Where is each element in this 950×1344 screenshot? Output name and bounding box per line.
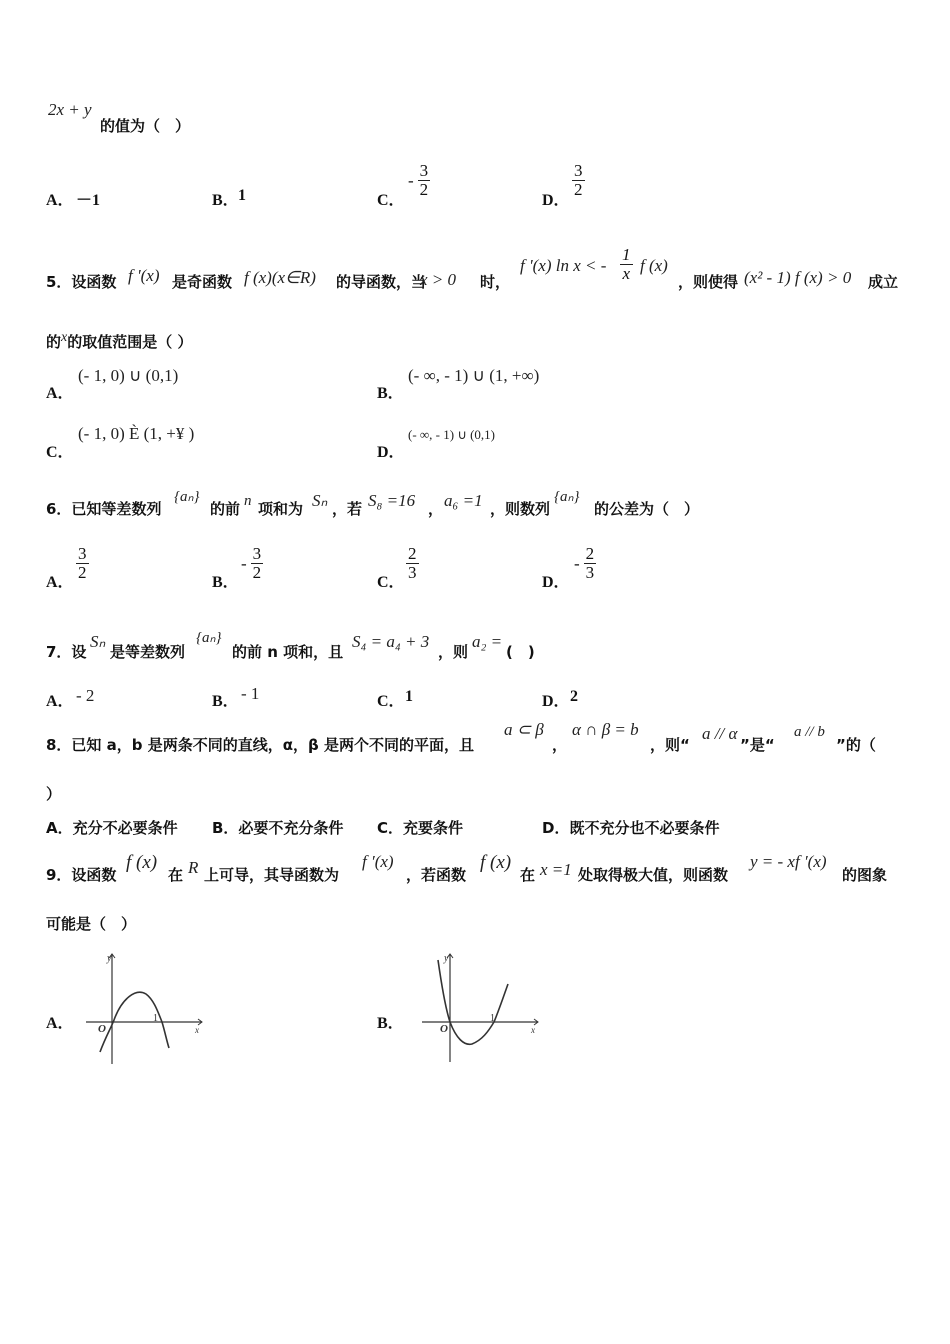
graph-b-tick-1: 1 [490,1013,495,1024]
q5-option-b-label[interactable]: B． [377,385,404,402]
q8-option-b[interactable]: B．必要不充分条件 [212,819,344,837]
q9-stem: 9．设函数 f (x) 在 R 上可导，其导函数为 f ′(x) ，若函数 f (x) 在 x =1 处取得极大值，则函数 y = - xf ′(x) 的图象 [46,852,888,884]
graph-a-origin: O [98,1023,106,1035]
q9-graph-b[interactable] [414,948,544,1068]
q9-graph-a[interactable] [78,948,208,1068]
q5-stem-line1: 5．设函数 f '(x) 是奇函数 f (x)(x∈R) 的导函数，当 x > 0 时， f '(x) ln x < - $\frac{1}{x}$ f (x) ，则使得 (x² - 1) f (x) > 0 成立 [46,245,899,291]
q6-option-a-value: $\frac{3}{2}$ [78,544,87,582]
q7-option-d-value: 2 [570,688,578,705]
q4-option-a-value: －1 [76,192,101,209]
q4-option-b-value: 1 [238,187,246,204]
graph-a-y-label: y [107,953,112,964]
q4-expression: 2x + y [48,100,92,119]
q9-option-b-label[interactable]: B． [377,1015,404,1032]
graph-a-tick-1: 1 [153,1013,158,1024]
q7-stem: 7．设 Sₙ 是等差数列 {aₙ} 的前 n 项和，且 S₄ = a₄ + 3 ，则 a₂ = ( ) [46,630,535,661]
q7-option-d-label[interactable]: D． [542,693,570,710]
graph-b-x-label: x [531,1025,535,1035]
q9-option-a-label[interactable]: A． [46,1015,74,1032]
q5-stem-line2: 的x的取值范围是（ ） [46,330,193,351]
q6-option-d-label[interactable]: D． [542,574,570,591]
q8-option-d[interactable]: D．既不充分也不必要条件 [542,819,720,837]
q7-option-a-label[interactable]: A． [46,693,74,710]
q4-option-c-value: - $\frac{3}{2}$ [408,161,429,199]
q6-option-b-label[interactable]: B． [212,574,239,591]
q4-option-b-label[interactable]: B． [212,192,239,209]
q4-question-tail: 的值为（ ） [100,117,191,135]
q7-option-a-value: - 2 [76,686,95,705]
graph-b-curve [438,960,508,1044]
graph-b-y-label: y [444,953,449,964]
q5-option-c-value: (- 1, 0) È (1, +¥ ) [78,424,195,443]
q5-option-b-value: (- ∞, - 1) ∪ (1, +∞) [408,366,540,385]
graph-a-x-label: x [195,1025,199,1035]
q5-option-d-value: (- ∞, - 1) ∪ (0,1) [408,427,496,442]
q4-option-d-value: $\frac{3}{2}$ [574,161,583,199]
q5-option-c-label[interactable]: C． [46,444,74,461]
q4-option-c-label[interactable]: C． [377,192,405,209]
q5-option-a-value: (- 1, 0) ∪ (0,1) [78,366,179,385]
q8-close-paren: ） [46,785,62,803]
q7-option-c-value: 1 [405,688,413,705]
q6-option-c-value: $\frac{2}{3}$ [408,544,417,582]
q7-option-b-label[interactable]: B． [212,693,239,710]
q7-option-c-label[interactable]: C． [377,693,405,710]
q5-option-d-label[interactable]: D． [377,444,405,461]
q7-option-b-value: - 1 [241,684,260,703]
q8-option-c[interactable]: C．充要条件 [377,819,464,837]
graph-b-origin: O [440,1023,448,1035]
q6-stem: 6．已知等差数列 {aₙ} 的前 n 项和为 Sₙ ，若 S₈ =16 ， a₆ =1 ，则数列 {aₙ} 的公差为（ ） [46,489,700,518]
q9-stem-line2: 可能是（ ） [46,915,137,933]
q6-option-c-label[interactable]: C． [377,574,405,591]
q8-stem: 8．已知 a，b 是两条不同的直线，α，β 是两个不同的平面，且 a ⊂ β ， α ∩ β = b ，则“ a // α ”是“ a // b ”的（ [46,720,876,754]
q6-option-d-value: - $\frac{2}{3}$ [574,544,595,582]
q5-option-a-label[interactable]: A． [46,385,74,402]
q6-option-a-label[interactable]: A． [46,574,74,591]
q6-option-b-value: - $\frac{3}{2}$ [241,544,262,582]
q4-option-d-label[interactable]: D． [542,192,570,209]
q8-option-a[interactable]: A．充分不必要条件 [46,819,178,837]
q4-option-a-label[interactable]: A． [46,192,74,209]
